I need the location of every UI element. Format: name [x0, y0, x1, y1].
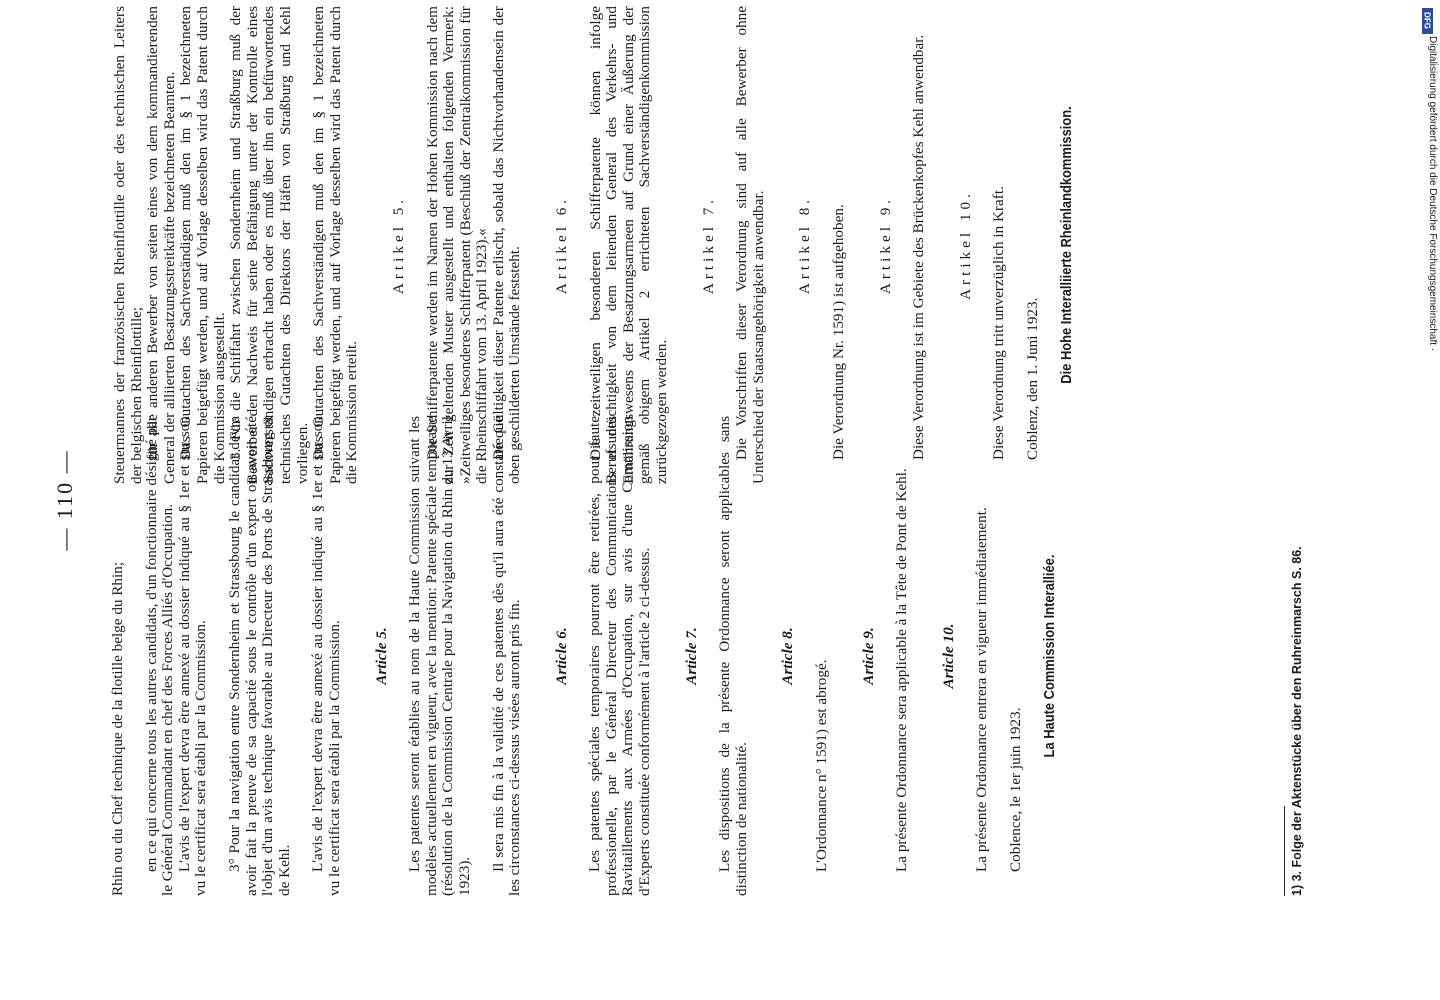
fr-paragraph: La présente Ordonnance entrera en vigueur immédiatement. — [973, 507, 991, 872]
de-paragraph: 3. Für die Schiffahrt zwischen Sondernheim und Straßburg muß der Bewerber den Nachweis für seine Befähigung unter der Kontrolle eines Sachverständigen erbracht haben oder es muß über ihn ein befürwortendes technisches Gutachten des Direktors der Häfen von Straßburg und Kehl vorliegen. — [227, 6, 311, 484]
dfg-logo-icon: DFG — [1422, 8, 1433, 34]
de-article-heading: Artikel 8. — [796, 195, 814, 295]
de-paragraph: Diese Verordnung ist im Gebiete des Brückenkopfes Kehl anwendbar. — [910, 34, 928, 460]
de-article-heading: Artikel 5. — [389, 195, 407, 295]
de-paragraph: Das Gutachten des Sachverständigen muß den im § 1 bezeichneten Papieren beigefügt werden, und auf Vorlage desselben wird das Patent durch die Kommission ausgestellt. — [177, 6, 228, 484]
fr-article-heading: Article 9. — [859, 627, 877, 685]
page-number: — 110 — — [52, 449, 77, 551]
german-column — [112, 6, 1075, 484]
de-signature: Die Hohe Interalliierte Rheinlandkommission. — [1057, 106, 1075, 384]
french-column — [110, 416, 1058, 896]
footnote: 1) 3. Folge der Aktenstücke über den Ruhreinmarsch S. 86. — [1290, 546, 1304, 896]
fr-paragraph: 3° Pour la navigation entre Sondernheim et Strassbourg le candidat devra avoir fait la preuve de sa capacité sous le contrôle d'un expert ou avoir été l'objet d'un avis technique favorable au Directeur des Ports de Strassbourg et de Kehl. — [225, 416, 293, 896]
fr-article-heading: Article 10. — [939, 623, 957, 689]
footnote-rule — [1284, 806, 1285, 896]
fr-paragraph: en ce qui concerne tous les autres candidats, d'un fonctionnaire désigné par le Général Commandant en chef des Forces Alliés d'Occupation. — [142, 416, 177, 896]
de-article-heading: Artikel 6. — [553, 195, 571, 295]
fr-paragraph: Rhin ou du Chef technique de la flotille belge du Rhin; — [109, 561, 126, 896]
digitization-note: Digitalisierung gefördert durch die Deutsche Forschungsgemeinschaft · — [1427, 36, 1438, 352]
de-paragraph: für alle anderen Bewerber von seiten eines von dem kommandierenden General der alliierten Besatzungsstreitkräfte bezeichneten Beamten. — [144, 6, 178, 484]
de-paragraph: Diese Verordnung tritt unverzüglich in Kraft. — [990, 186, 1008, 460]
de-paragraph: Die Schifferpatente werden im Namen der Hohen Kommission nach dem zur Zeit geltenden Muster ausgestellt und enthalten folgenden Vermerk: »Zeitweiliges besonderes Schifferpatent (Beschluß der Zentralkommission für die Rheinschiffahrt vom 13. April 1923).« — [423, 6, 491, 484]
de-paragraph: Die zeitweiligen besonderen Schifferpatente können infolge Berufsuntüchtigkeit von dem leitenden General des Verkehrs- und Ernährungswesens der Besatzungsarmeen auf Grund einer Äußerung der gemäß obigem Artikel 2 errichteten Sachverständigenkommission zurückgezogen werden. — [586, 6, 671, 484]
de-paragraph: Das Gutachten des Sachverständigen muß den im § 1 bezeichneten Papieren beigefügt werden, und auf Vorlage desselben wird das Patent durch die Kommission erteilt. — [310, 6, 361, 484]
de-paragraph: Die Gültigkeit dieser Patente erlischt, sobald das Nichtvorhandensein der oben geschilderten Umstände feststeht. — [489, 6, 524, 484]
de-article-heading: Artikel 10. — [956, 190, 974, 300]
fr-paragraph: L'Ordonnance n° 1591) est abrogé. — [813, 659, 831, 872]
de-date-line: Coblenz, den 1. Juni 1923. — [1023, 297, 1041, 460]
fr-paragraph: Il sera mis fin à la validité de ces patentes dès qu'il aura été constaté que les circonstances ci-dessus visées auront pris fin. — [489, 416, 524, 896]
fr-signature: La Haute Commission Interalliée. — [1040, 554, 1058, 758]
fr-article-heading: Article 7. — [682, 627, 700, 685]
fr-article-heading: Article 6. — [552, 627, 570, 685]
fr-article-heading: Article 5. — [372, 627, 390, 685]
fr-paragraph: La présente Ordonnance sera applicable à la Tête de Pont de Kehl. — [893, 468, 911, 872]
fr-paragraph: L'avis de l'expert devra être annexé au dossier indiqué au § 1er et sur son vu le certificat sera établi par la Commission. — [175, 416, 210, 896]
fr-article-heading: Article 8. — [779, 627, 797, 685]
de-paragraph: Die Vorschriften dieser Verordnung sind auf alle Bewerber ohne Unterschied der Staatsangehörigkeit anwendbar. — [733, 6, 767, 484]
de-article-heading: Artikel 9. — [876, 195, 894, 295]
fr-paragraph: Les dispositions de la présente Ordonnance seront applicables sans distinction de nationalité. — [716, 416, 750, 896]
de-paragraph: Die Verordnung Nr. 1591) ist aufgehoben. — [830, 204, 847, 460]
de-article-heading: Artikel 7. — [699, 195, 717, 295]
fr-paragraph: L'avis de l'expert devra être annexé au dossier indiqué au § 1er et sur son vu le certificat sera établi par la Commission. — [309, 416, 343, 896]
de-paragraph: Steuermannes der französischen Rheinflottille oder des technischen Leiters der belgischen Rheinflottille; — [111, 6, 145, 484]
fr-paragraph: Les patentes spéciales temporaires pourront être retirées, pour faute professionelle, par le Général Directeur des Communications et des Ravitaillements aux Armées d'Occupation, sur avis d'une Commission d'Experts constituée conformément à l'article 2 ci-dessus. — [586, 416, 654, 896]
fr-date-line: Coblence, le 1er juin 1923. — [1007, 707, 1024, 872]
fr-paragraph: Les patentes seront établies au nom de la Haute Commission suivant les modèles actuellement en vigueur, avec la mention: Patente spéciale temporaire (résolution de la Commission Centrale pour la Navigation du Rhin du 13 Avril 1923). — [406, 416, 473, 896]
